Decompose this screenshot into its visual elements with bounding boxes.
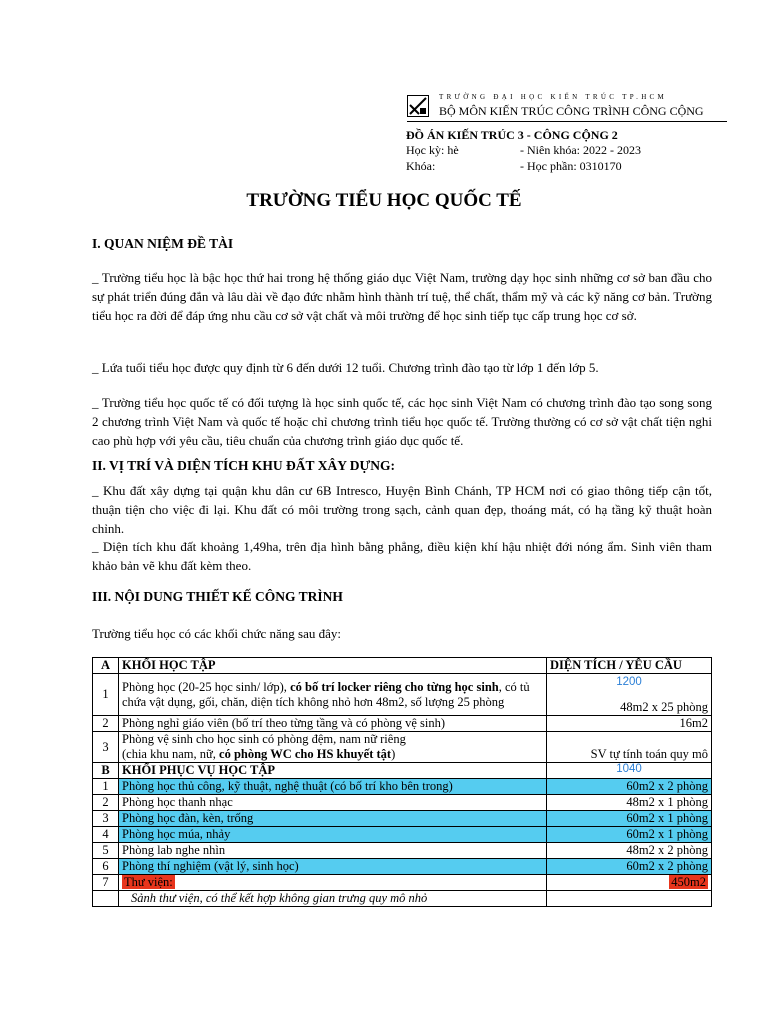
table-row: [93, 763, 712, 779]
table-row: [93, 843, 712, 859]
row-description: [119, 674, 547, 716]
row-value-cell: [547, 674, 712, 716]
course-name: ĐỒ ÁN KIẾN TRÚC 3 - CÔNG CỘNG 2: [406, 128, 618, 142]
row-number: 5: [93, 843, 119, 859]
handwritten-note: 1040: [616, 763, 642, 775]
table-row: [93, 779, 712, 795]
row-description: [119, 875, 547, 891]
row-number: 3: [93, 732, 119, 763]
table-row: [93, 732, 712, 763]
section-1-paragraph-3: _ Trường tiểu học quốc tế có đối tượng là học sinh quốc tế, các học sinh Việt Nam có chương trình đào tạo song song 2 chương trình Việt Nam và quốc tế hoặc chỉ chương trình tiểu học quốc tế. Trường thường có cơ sở vật chất tiện nghi cao phù hợp với yêu cầu, tiêu chuẩn của chương trình giáo dục quốc tế.: [92, 395, 712, 448]
row-text: Phòng vệ sinh cho học sinh có phòng đệm, nam nữ riêng: [122, 732, 406, 746]
section-3-heading: III. NỘI DUNG THIẾT KẾ CÔNG TRÌNH: [92, 589, 343, 604]
group-b-note-cell: [547, 763, 712, 779]
row-text: Phòng học (20-25 học sinh/ lớp),: [122, 679, 291, 694]
row-text-bold: có phòng WC cho HS khuyết tật: [219, 747, 392, 761]
row-number: 1: [93, 674, 119, 716]
table-row: [93, 658, 712, 674]
group-b-title: KHỐI PHỤC VỤ HỌC TẬP: [119, 763, 547, 779]
row-text-highlighted: Thư viện:: [124, 875, 173, 889]
document-title: TRƯỜNG TIỂU HỌC QUỐC TẾ: [246, 190, 522, 211]
row-number: 3: [93, 811, 119, 827]
semester-label: Học kỳ: hè: [406, 143, 459, 157]
khoa-label: Khóa:: [406, 159, 436, 173]
row-description: Phòng nghỉ giáo viên (bố trí theo từng tầng và có phòng vệ sinh): [119, 716, 547, 732]
row-number: 1: [93, 779, 119, 795]
library-note: Sảnh thư viện, có thể kết hợp không gian trưng quy mô nhỏ: [119, 891, 547, 907]
row-number: 2: [93, 716, 119, 732]
area-column-header: DIỆN TÍCH / YÊU CẦU: [547, 658, 712, 674]
group-a-letter: A: [93, 658, 119, 674]
row-description: Phòng lab nghe nhìn: [119, 843, 547, 859]
row-value-highlighted: 450m2: [671, 875, 706, 889]
row-description: Phòng thí nghiệm (vật lý, sinh học): [119, 859, 547, 875]
section-1-paragraph-1: _ Trường tiểu học là bậc học thứ hai trong hệ thống giáo dục Việt Nam, trường dạy học sinh những cơ sở ban đầu cho sự phát triển đúng đắn và lâu dài về đạo đức nhằm hình thành trí tuệ, thể chất, thẩm mỹ và các kỹ năng cơ bản. Trường tiểu học ra đời để đáp ứng nhu cầu cơ sở vật chất và môi trường để học sinh tiếp tục cấp trung học cơ sở.: [92, 270, 712, 323]
table-row: [93, 811, 712, 827]
row-number: 2: [93, 795, 119, 811]
university-name: TRƯỜNG ĐẠI HỌC KIẾN TRÚC TP.HCM: [439, 93, 668, 101]
group-b-rows: [93, 779, 712, 891]
row-number: [93, 891, 119, 907]
table-row: [93, 674, 712, 716]
group-a-title: KHỐI HỌC TẬP: [119, 658, 547, 674]
section-3-intro: Trường tiểu học có các khối chức năng sau đây:: [92, 626, 342, 641]
row-number: 7: [93, 875, 119, 891]
table-row: [93, 795, 712, 811]
row-description: Phòng học đàn, kèn, trống: [119, 811, 547, 827]
table-row: [93, 891, 712, 907]
requirements-table: [92, 657, 712, 907]
row-description: [119, 732, 547, 763]
row-value: [547, 875, 712, 891]
row-number: 4: [93, 827, 119, 843]
university-logo-icon: [407, 95, 429, 117]
group-b-letter: B: [93, 763, 119, 779]
row-value: 48m2 x 2 phòng: [547, 843, 712, 859]
row-value: [547, 891, 712, 907]
row-text: , có tủ chứa vật dụng, gối, chăn, diện tích không nhỏ hơn 48m2, số lượng 25 phòng: [122, 679, 530, 709]
section-2-heading: II. VỊ TRÍ VÀ DIỆN TÍCH KHU ĐẤT XÂY DỰNG:: [92, 458, 396, 473]
row-value: 48m2 x 1 phòng: [547, 795, 712, 811]
section-2-paragraph-1: _ Khu đất xây dựng tại quận khu dân cư 6B Intresco, Huyện Bình Chánh, TP HCM nơi có giao thông tiếp cận tốt, thuận tiện cho việc đi lại. Khu đất có môi trường trong sạch, cảnh quan đẹp, thoáng mát, có hạ tầng kỹ thuật hoàn chỉnh.: [92, 483, 712, 536]
row-value: SV tự tính toán quy mô: [547, 732, 712, 763]
table-row: [93, 875, 712, 891]
row-number: 6: [93, 859, 119, 875]
row-text: (chia khu nam, nữ,: [122, 747, 220, 761]
section-1-paragraph-2: _ Lứa tuổi tiểu học được quy định từ 6 đến dưới 12 tuổi. Chương trình đào tạo từ lớp 1 đến lớp 5.: [92, 360, 599, 375]
table-row: [93, 827, 712, 843]
section-1-heading: I. QUAN NIỆM ĐỀ TÀI: [92, 236, 234, 251]
row-description: Phòng học múa, nhảy: [119, 827, 547, 843]
row-value: 60m2 x 2 phòng: [547, 779, 712, 795]
row-text: ): [391, 747, 396, 761]
row-value: 16m2: [547, 716, 712, 732]
year-label: - Niên khóa: 2022 - 2023: [520, 143, 641, 157]
row-description: Phòng học thủ công, kỹ thuật, nghệ thuật (có bố trí kho bên trong): [119, 779, 547, 795]
row-value: 60m2 x 1 phòng: [547, 827, 712, 843]
row-value: 60m2 x 1 phòng: [547, 811, 712, 827]
department-name: BỘ MÔN KIẾN TRÚC CÔNG TRÌNH CÔNG CỘNG: [439, 104, 704, 118]
row-text-bold: có bố trí locker riêng cho từng học sinh: [290, 679, 499, 694]
row-description: Phòng học thanh nhạc: [119, 795, 547, 811]
handwritten-note: 1200: [616, 676, 642, 688]
module-label: - Học phần: 0310170: [520, 159, 622, 173]
table-row: [93, 859, 712, 875]
row-value: 48m2 x 25 phòng: [620, 700, 708, 714]
section-2-paragraph-2: _ Diện tích khu đất khoảng 1,49ha, trên địa hình bằng phẳng, điều kiện khí hậu nhiệt đới nóng ẩm. Sinh viên tham khảo bản vẽ khu đất kèm theo.: [92, 539, 712, 573]
table-row: [93, 716, 712, 732]
row-value: 60m2 x 2 phòng: [547, 859, 712, 875]
header-rule: [407, 121, 727, 122]
